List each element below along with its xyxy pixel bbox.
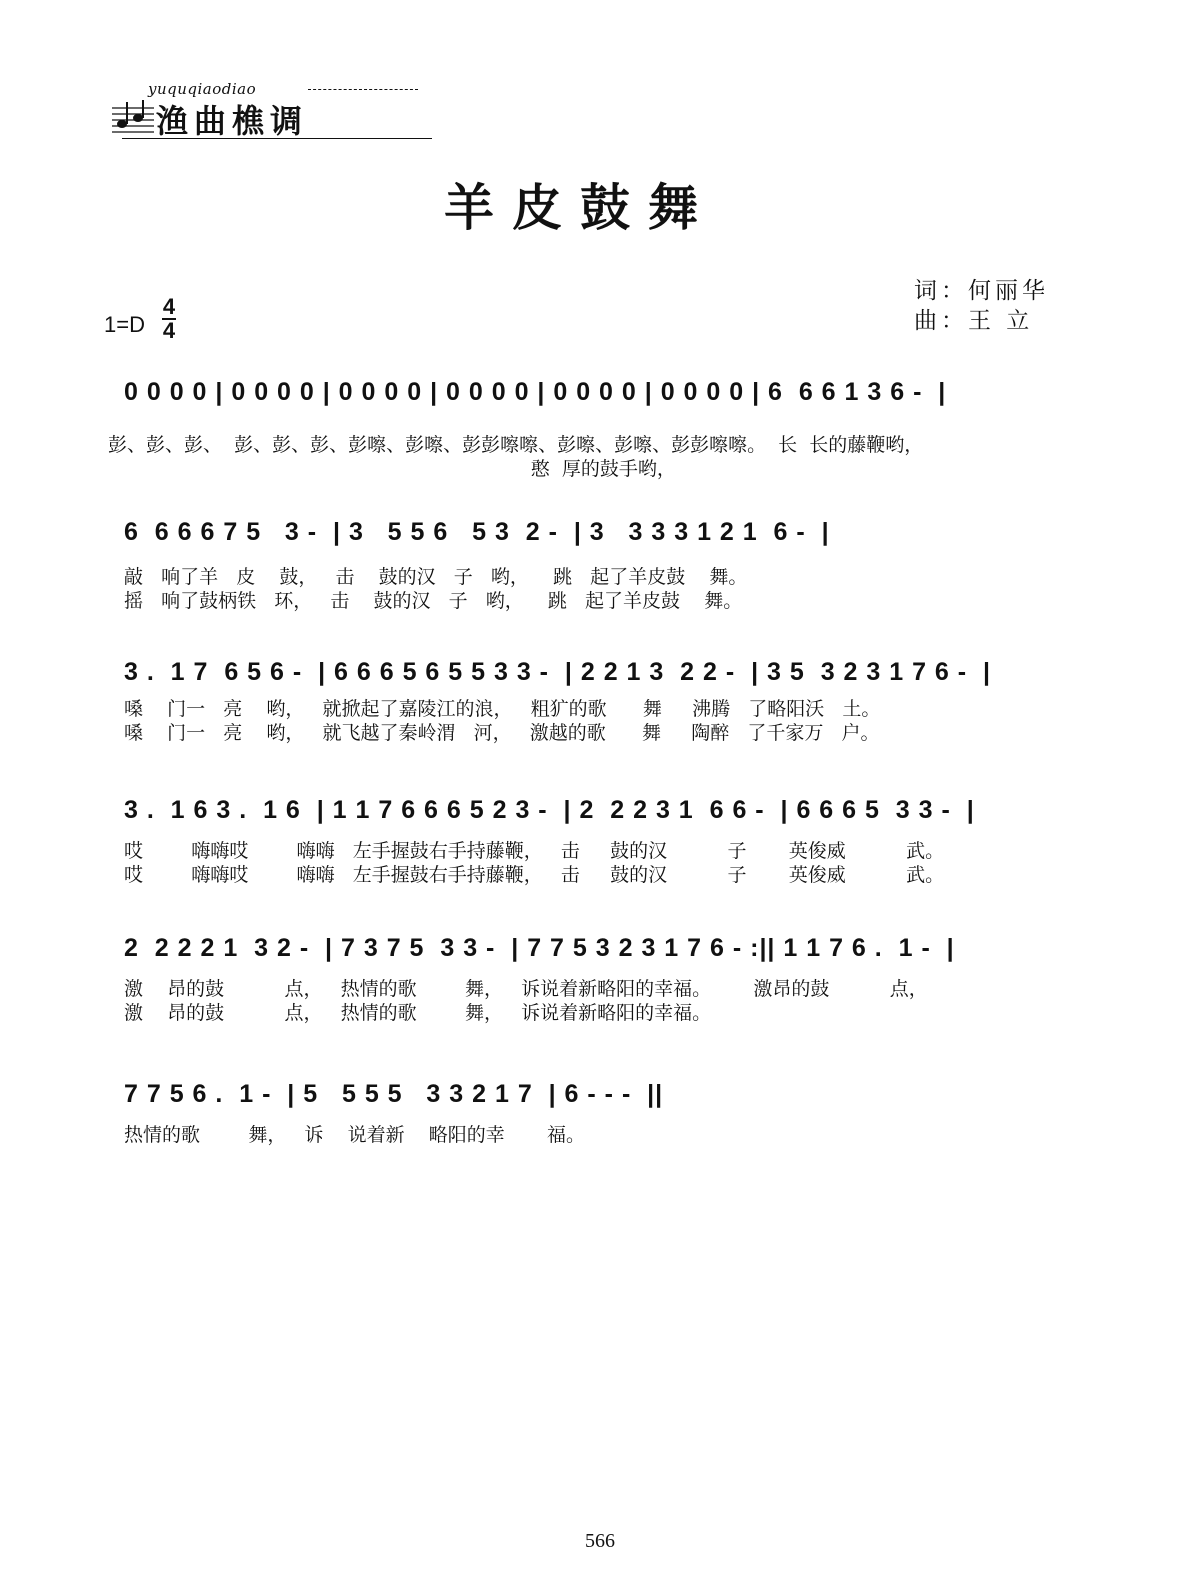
- logo-chinese-text: 渔曲樵调: [156, 102, 309, 140]
- notation-line: 0 0 0 0 | 0 0 0 0 | 0 0 0 0 | 0 0 0 0 | 0 0 0 0 | 0 0 0 0 | 6 6 6 1 3 6 - |: [124, 378, 947, 406]
- time-signature-top: 4: [162, 294, 176, 319]
- key-signature: 1=D: [104, 312, 145, 337]
- notation-line: 7 7 5 6 . 1 - | 5 5 5 5 3 3 2 1 7 | 6 - - - ||: [124, 1080, 664, 1108]
- lyric-verse-1: 嗓 门一 亮 哟， 就掀起了嘉陵江的浪， 粗犷的歌 舞 沸腾 了略阳沃 土。: [124, 698, 881, 720]
- notation-line: 6 6 6 6 7 5 3 - | 3 5 5 6 5 3 2 - | 3 3 3 3 1 2 1 6 - |: [124, 518, 830, 546]
- logo-dash-line: [308, 89, 418, 90]
- composer-credit: 曲：王 立: [914, 308, 1034, 334]
- lyric-verse-2: 憨 厚的鼓手哟，: [108, 458, 676, 480]
- lyric-verse-1: 彭、彭、彭、 彭、彭、彭、彭嚓、彭嚓、彭彭嚓嚓、彭嚓、彭嚓、彭彭嚓嚓。 长 长的藤鞭哟，: [108, 434, 924, 456]
- page-number: 566: [585, 1530, 615, 1552]
- time-signature: [162, 296, 176, 342]
- lyricist-credit: 词：何丽华: [914, 278, 1049, 304]
- time-signature-bottom: 4: [162, 318, 176, 343]
- notation-line: 3 . 1 6 3 . 1 6 | 1 1 7 6 6 6 5 2 3 - | 2 2 2 3 1 6 6 - | 6 6 6 5 3 3 - |: [124, 796, 975, 824]
- lyric-verse-1: 敲 响了羊 皮 鼓， 击 鼓的汉 子 哟， 跳 起了羊皮鼓 舞。: [124, 566, 748, 588]
- song-title: 羊皮鼓舞: [444, 179, 716, 237]
- lyric-verse-1: 哎 嗨嗨哎 嗨嗨 左手握鼓右手持藤鞭， 击 鼓的汉 子 英俊威 武。: [124, 840, 945, 862]
- lyric-verse-2: 摇 响了鼓柄铁 环， 击 鼓的汉 子 哟， 跳 起了羊皮鼓 舞。: [124, 590, 743, 612]
- notation-line: 2 2 2 2 1 3 2 - | 7 3 7 5 3 3 - | 7 7 5 3 2 3 1 7 6 - :|| 1 1 7 6 . 1 - |: [124, 934, 955, 962]
- lyric-verse-2: 哎 嗨嗨哎 嗨嗨 左手握鼓右手持藤鞭， 击 鼓的汉 子 英俊威 武。: [124, 864, 945, 886]
- lyric-verse-1: 热情的歌 舞， 诉 说着新 略阳的幸 福。: [124, 1124, 586, 1146]
- music-staff-icon: [108, 98, 156, 138]
- lyric-verse-1: 激 昂的鼓 点， 热情的歌 舞， 诉说着新略阳的幸福。 激昂的鼓 点，: [124, 978, 928, 1000]
- lyric-verse-2: 嗓 门一 亮 哟， 就飞越了秦岭渭 河， 激越的歌 舞 陶醉 了千家万 户。: [124, 722, 880, 744]
- logo-underline: [122, 138, 432, 139]
- logo-latin-text: yuquqiaodiao: [148, 80, 257, 98]
- publisher-logo: [108, 80, 338, 150]
- lyric-verse-2: 激 昂的鼓 点， 热情的歌 舞， 诉说着新略阳的幸福。: [124, 1002, 712, 1024]
- notation-line: 3 . 1 7 6 5 6 - | 6 6 6 5 6 5 5 3 3 - | 2 2 1 3 2 2 - | 3 5 3 2 3 1 7 6 - |: [124, 658, 991, 686]
